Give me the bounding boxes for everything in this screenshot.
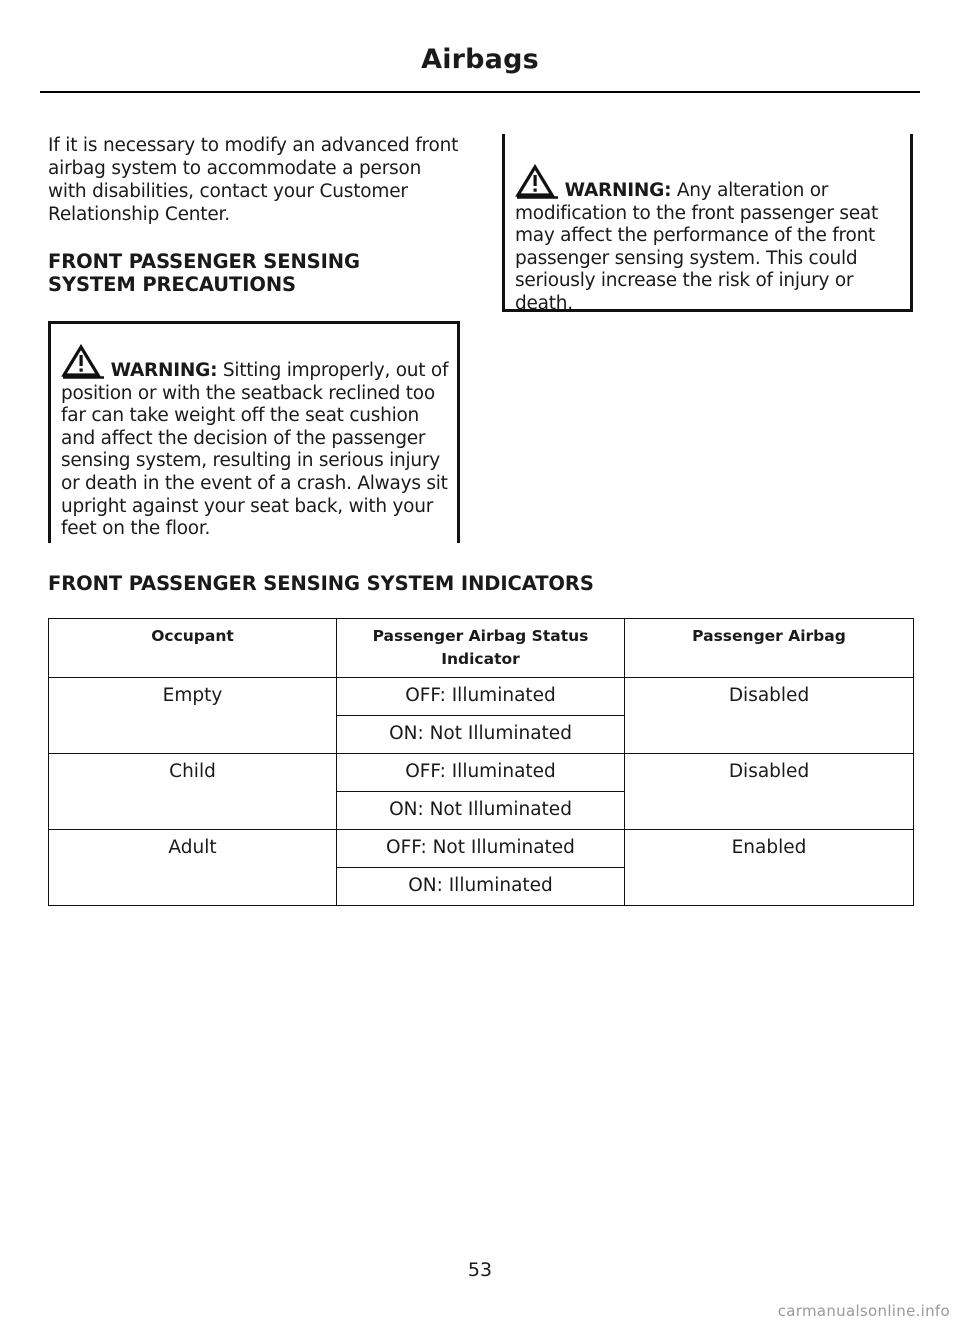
table-header-row [49, 619, 914, 678]
airbag-cell: Disabled [625, 754, 914, 830]
warning-box-seat-modification [502, 134, 913, 312]
status-off-cell: OFF: Not Illuminated [337, 830, 625, 868]
warning-triangle-icon [61, 344, 105, 380]
warning-box-seating [48, 321, 460, 543]
occupant-cell: Empty [49, 678, 337, 754]
airbag-cell: Disabled [625, 678, 914, 754]
indicators-table [48, 618, 914, 906]
left-column [48, 134, 460, 296]
intro-paragraph: If it is necessary to modify an advanced front airbag system to accommodate a person with disabilities, contact your Customer Relationship Center. [48, 135, 459, 225]
warning-text: Any alteration or modification to the front passenger seat may affect the performance of the front passenger sensing system. This could seriously increase the risk of injury or death. [515, 180, 878, 314]
indicators-heading: FRONT PASSENGER SENSING SYSTEM INDICATORS [48, 572, 594, 595]
status-on-cell: ON: Illuminated [337, 868, 625, 906]
warning-text: Sitting improperly, out of position or with the seatback reclined too far can take weight off the seat cushion and affect the decision of the passenger sensing system, resulting in serious injury or death in the event of a crash. Always sit upright against your seat back, with your feet on the floor. [61, 360, 449, 540]
column-header-status-indicator: Passenger Airbag Status Indicator [337, 619, 625, 678]
occupant-cell: Child [49, 754, 337, 830]
page-title: Airbags [421, 44, 539, 75]
table-row [49, 678, 914, 716]
status-off-cell: OFF: Illuminated [337, 678, 625, 716]
warning-label: WARNING: [110, 360, 218, 381]
airbag-cell: Enabled [625, 830, 914, 906]
title-divider [40, 91, 920, 93]
status-on-cell: ON: Not Illuminated [337, 792, 625, 830]
table-row [49, 754, 914, 792]
column-header-occupant: Occupant [49, 619, 337, 678]
table-row [49, 830, 914, 868]
precautions-heading [48, 250, 460, 296]
precautions-heading-line1: FRONT PASSENGER SENSING [48, 250, 360, 273]
status-off-cell: OFF: Illuminated [337, 754, 625, 792]
status-on-cell: ON: Not Illuminated [337, 716, 625, 754]
page-number: 53 [467, 1259, 493, 1281]
column-header-passenger-airbag: Passenger Airbag [625, 619, 914, 678]
warning-triangle-icon [515, 164, 559, 200]
warning-label: WARNING: [564, 180, 672, 201]
precautions-heading-line2: SYSTEM PRECAUTIONS [48, 273, 296, 296]
watermark: carmanualsonline.info [777, 1302, 950, 1320]
occupant-cell: Adult [49, 830, 337, 906]
